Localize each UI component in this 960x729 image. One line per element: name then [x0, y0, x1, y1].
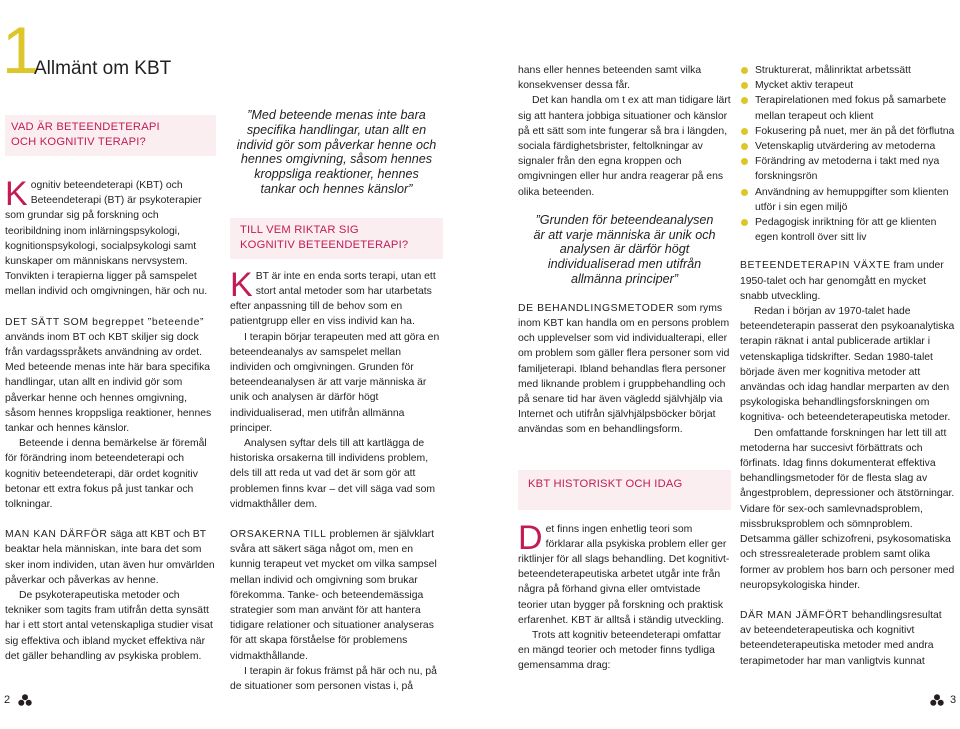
page-number-right: 3 [950, 694, 957, 706]
list-item: Förändring av metoderna i takt med nya forskningsrön [740, 154, 955, 184]
list-item: Pedagogisk inriktning för att ge klienten egen kontroll över sitt liv [740, 215, 955, 245]
chapter-title: Allmänt om KBT [34, 58, 172, 79]
paragraph: Analysen syftar dels till att kartlägga de historiska orsakerna till individens problem, dels till att reda ut vad det är som gör att problemen finns kvar – det vill säga vad som vidmakthåller dem. [230, 438, 436, 510]
paragraph-text: problemen är självklart svåra att säkert säga något om, men en kunnig terapeut vet mycket om vilka sampsel mellan individ och omgivning som brukar förekomma. Tanke- och beteendemässiga strategier som man använt för att hantera tidigare relationer och situationer analyseras för att skapa förståelse för problemens vidmakthållande. [230, 529, 437, 662]
section-box [5, 115, 216, 156]
paragraph [230, 527, 443, 664]
bullet-icon [741, 82, 748, 89]
paragraph-text: fram under 1950-talet och har genomgått en mycket snabb utveckling. [740, 260, 944, 302]
list-item: Terapirelationen med fokus på samarbete mellan terapeut och klient [740, 93, 955, 123]
feature-list [740, 63, 955, 245]
list-item: Strukturerat, målinriktat arbetssätt [740, 63, 955, 78]
lead-in: MAN KAN DÄRFÖR [5, 529, 108, 541]
section-heading-line-2: KOGNITIV BETEENDETERAPI? [240, 238, 409, 251]
paragraph [5, 527, 216, 588]
intro-paragraph [5, 175, 216, 269]
lead-in: ORSAKERNA TILL [230, 529, 327, 541]
column-1 [5, 115, 216, 664]
paragraph: Den omfattande forskningen har lett till att metoderna har succesivt förbättrats och förfinats. Idag finns dokumenterat effektiva behandlingsmetoder för de flesta slag av ångestproblem, depressioner och ätstörningar. Vidare för sex-och samlevnadsproblem, missbruksproblem och sömnproblem. Detsamma gäller schizofreni, psykosomatiska och stressrealeterade problem samt olika former av problem hos barn och personer med neuropsykologiska hinder. [740, 427, 955, 591]
drop-cap: K [5, 175, 28, 213]
paragraph [518, 518, 731, 628]
list-item: Mycket aktiv terapeut [740, 78, 955, 93]
pull-quote: ”Grunden för beteendeanalysen är att varje människa är unik och analysen är därför högt individualiserad men utifrån allmänna principer” [533, 212, 716, 287]
chapter-heading [2, 13, 222, 87]
bullet-icon [741, 97, 748, 104]
logo-icon [930, 694, 944, 706]
paragraph [518, 301, 731, 438]
paragraph: Beteende i denna bemärkelse är föremål för förändring inom beteendeterapi och kognitiv beteendeterapi, där ordet kognitiv betonar ett extra fokus på just tankar och tolkningar. [5, 438, 207, 511]
list-item: Användning av hemuppgifter som klienten utför i sin egen miljö [740, 185, 955, 215]
paragraph: De psykoterapeutiska metoder och tekniker som tagits fram utifrån detta synsätt har i ett stort antal vetenskapliga studier visat sig effektiva och ibland mycket effektiva när det gäller behandling av psykiska problem. [5, 590, 213, 662]
lead-in: DET SÄTT SOM begreppet ”beteende” [5, 316, 205, 328]
paragraph [740, 608, 955, 669]
paragraph-text: behandlingsresultat av beteendeterapeutiska och kognitivt beteendeterapeutiska metoder med andra terapimetoder har man vanligtvis kunnat [740, 609, 942, 667]
chapter-number: 1 [2, 13, 39, 87]
page-number-left: 2 [4, 694, 11, 706]
paragraph-text: säga att KBT och BT beaktar hela människan, inte bara det som sker inom individen, utan även hur omvärlden påverkar och påverkas av henne. [5, 529, 215, 586]
paragraph-text: et finns ingen enhetlig teori som förklarar alla psykiska problem eller ger riktlinjer för all slags behandling. Det kognitivt-beteendeterapeutiska arbetet utgår inte från några på förhand givna eller omtvistade teorier utan bygger på forskning och praktisk erfarenhet. KBT är alltså i ständig utveckling. [518, 523, 730, 626]
bullet-icon [741, 189, 748, 196]
lead-in: DE BEHANDLINGSMETODER [518, 302, 675, 314]
list-item: Vetenskaplig utvärdering av metoderna [740, 139, 955, 154]
list-item: Fokusering på nuet, mer än på det förflutna [740, 124, 955, 139]
bullet-icon [741, 219, 748, 226]
section-heading: KBT HISTORISKT OCH IDAG [528, 477, 683, 490]
paragraph: Trots att kognitiv beteendeterapi omfattar en mängd teorier och metoder finns tydliga gemensamma drag: [518, 630, 722, 672]
paragraph-text: används inom BT och KBT skiljer sig dock från vardagsspråkets användning av ordet. Med beteende menas inte här bara specifika handlingar, utan allt en individ gör som påverkar henne och hennes omgivning, såsom hennes kroppsliga reaktioner, hennes tankar och hennes känslor. [5, 331, 212, 435]
column-2 [230, 108, 443, 694]
bullet-icon [741, 67, 748, 74]
paragraph: Redan i början av 1970-talet hade beteendeterapin passerat den psykoanalytiska terapin räknat i antal publicerade artiklar i vetenskapliga tidskrifter. Sedan 1980-talet började även mer kognitiva metoder att användas och idag handlar merparten av den psykologiska behandlingsforskningen om kognitiva- och beteendeterapeutiska metoder. [740, 306, 955, 424]
paragraph-text: BT är inte en enda sorts terapi, utan ett stort antal metoder som har utarbetats efter anpassning till de behov som en patientgrupp eller en viss individ kan ha. [230, 270, 436, 328]
paragraph: I terapin är fokus främst på här och nu, på de situationer som personen vistas i, på [230, 665, 437, 693]
column-4 [740, 63, 955, 669]
paragraph-text: som ryms inom KBT kan handla om en persons problem och upplevelser som vid individualterapi, eller om problem som gäller flera personer som vid familjeterapi. Ibland behandlas flera personer med liknande problem i gruppbehandling och på senare tid har även vägledd självhjälp via Internet och utifrån självhjälpsböcker börjat användas som en behandlingsform. [518, 302, 730, 436]
bullet-icon [741, 128, 748, 135]
paragraph: I terapin börjar terapeuten med att göra en beteendeanalys av samspelet mellan individen och omgivningen. Grunden för beteendeanalysen är att varje människa är unik och analysen är därför högt individualiserad, men utifrån allmänna principer. [230, 331, 440, 434]
paragraph: Tonvikten i terapierna ligger på samspelet mellan individ och omgivningen, här och nu. [5, 271, 208, 298]
paragraph [5, 315, 216, 437]
intro-text: ognitiv beteendeterapi (KBT) och Beteendeterapi (BT) är psykoterapier som grundar sig på forskning och teoribildning inom inlärningspsykologi, kognitionspsykologi, socialpsykologi samt kunskaper om människans nervsystem. [5, 180, 202, 268]
section-heading-line-2: OCH KOGNITIV TERAPI? [11, 136, 146, 148]
lead-in: DÄR MAN JÄMFÖRT [740, 609, 849, 621]
footer-left [4, 694, 54, 708]
drop-cap: K [230, 265, 253, 304]
paragraph [740, 258, 955, 304]
pull-quote: ”Med beteende menas inte bara specifika handlingar, utan allt en individ gör som påverkar henne och hennes omgivning, såsom hennes kroppsliga reaktioner, hennes tankar och hennes känslor” [236, 108, 437, 196]
paragraph: Det kan handla om t ex att man tidigare lärt sig att hantera jobbiga situationer och känslor på ett sätt som inte fungerar så bra i längden, sociala färdighetsbrister, feltolkningar av signaler från den egna kroppen och omgivningen eller hur andra reagerar på ens olika beteenden. [518, 95, 731, 198]
paragraph: hans eller hennes beteenden samt vilka konsekvenser dessa får. [518, 65, 702, 92]
section-heading-line-1: VAD ÄR BETEENDETERAPI [11, 121, 160, 133]
section-box [518, 470, 731, 510]
bullet-icon [741, 158, 748, 165]
bullet-icon [741, 143, 748, 150]
column-3 [518, 63, 731, 674]
logo-icon [18, 694, 32, 706]
section-heading-line-1: TILL VEM RIKTAR SIG [240, 223, 359, 236]
lead-in: BETEENDETERAPIN VÄXTE [740, 260, 891, 272]
section-box [230, 218, 443, 259]
footer-right [930, 694, 960, 708]
paragraph [230, 265, 443, 330]
drop-cap: D [518, 518, 543, 557]
